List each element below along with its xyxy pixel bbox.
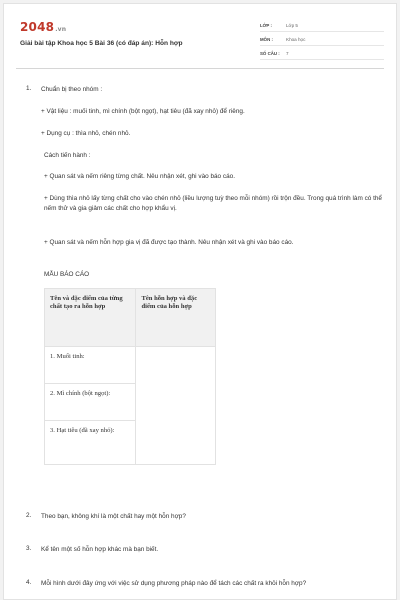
meta-row-subject (260, 34, 384, 46)
question-text: + Dụng cụ : thìa nhỏ, chén nhỏ. (41, 130, 131, 137)
question-text: Kể tên một số hỗn hợp khác mà bạn biết. (41, 546, 159, 553)
logo-suffix: .vn (55, 26, 67, 33)
table-row (45, 347, 216, 384)
question-text: Mỗi hình dưới đây ứng với việc sử dụng phương pháp nào để tách các chất ra khỏi hỗn hợp? (41, 580, 307, 587)
report-label: MẪU BÁO CÁO (44, 271, 90, 278)
question-text: + Quan sát và nếm riêng từng chất. Nêu nhận xét, ghi vào báo cáo. (44, 173, 235, 180)
table-cell: 2. Mì chính (bột ngọt): (45, 384, 136, 421)
question-text: Chuẩn bị theo nhóm : (41, 86, 103, 93)
table-header-cell: Tên và đặc điểm của từng chất tạo ra hỗn hợp (45, 289, 136, 347)
question-number: 1. (26, 85, 32, 92)
table-answer-cell[interactable] (136, 347, 216, 465)
question-text: + Vật liệu : muối tinh, mì chính (bột ngọt), hạt tiêu (đã xay nhỏ) để riêng. (41, 108, 245, 115)
meta-row-class (260, 20, 384, 32)
meta-row-count (260, 48, 384, 60)
meta-value: Khoa học (286, 37, 306, 42)
header-divider (16, 68, 384, 69)
question-number: 4. (26, 579, 32, 586)
meta-label: SỐ CÂU : (260, 51, 280, 56)
report-table (44, 288, 216, 465)
table-header-row (45, 289, 216, 347)
table-cell: 1. Muối tinh: (45, 347, 136, 384)
question-text: Theo bạn, không khí là một chất hay một hỗn hợp? (41, 513, 186, 520)
question-number: 2. (26, 512, 32, 519)
meta-label: LỚP : (260, 23, 272, 28)
question-text: Cách tiến hành : (44, 152, 91, 159)
meta-label: MÔN : (260, 37, 273, 42)
document-title: Giải bài tập Khoa học 5 Bài 36 (có đáp án): Hỗn hợp (20, 40, 183, 47)
meta-value: Lớp 5 (286, 23, 298, 28)
meta-panel (260, 20, 384, 62)
meta-value: 7 (286, 51, 289, 56)
question-text: + Quan sát và nếm hỗn hợp gia vị đã được tạo thành. Nêu nhận xét và ghi vào báo cáo. (44, 239, 294, 246)
table-cell: 3. Hạt tiêu (đã xay nhỏ): (45, 421, 136, 465)
table-header-cell: Tên hỗn hợp và đặc điểm của hỗn hợp (136, 289, 216, 347)
site-logo[interactable] (20, 20, 66, 34)
question-text: + Dùng thìa nhỏ lấy từng chất cho vào chén nhỏ (liều lượng tuỳ theo mỗi nhóm) rồi trộn đều. Trong quá trình làm có thể nếm thử và gia giảm các chất cho hợp khẩu vị. (44, 195, 382, 212)
question-number: 3. (26, 545, 32, 552)
document-page (3, 3, 397, 600)
logo-main: 2048 (20, 20, 55, 34)
